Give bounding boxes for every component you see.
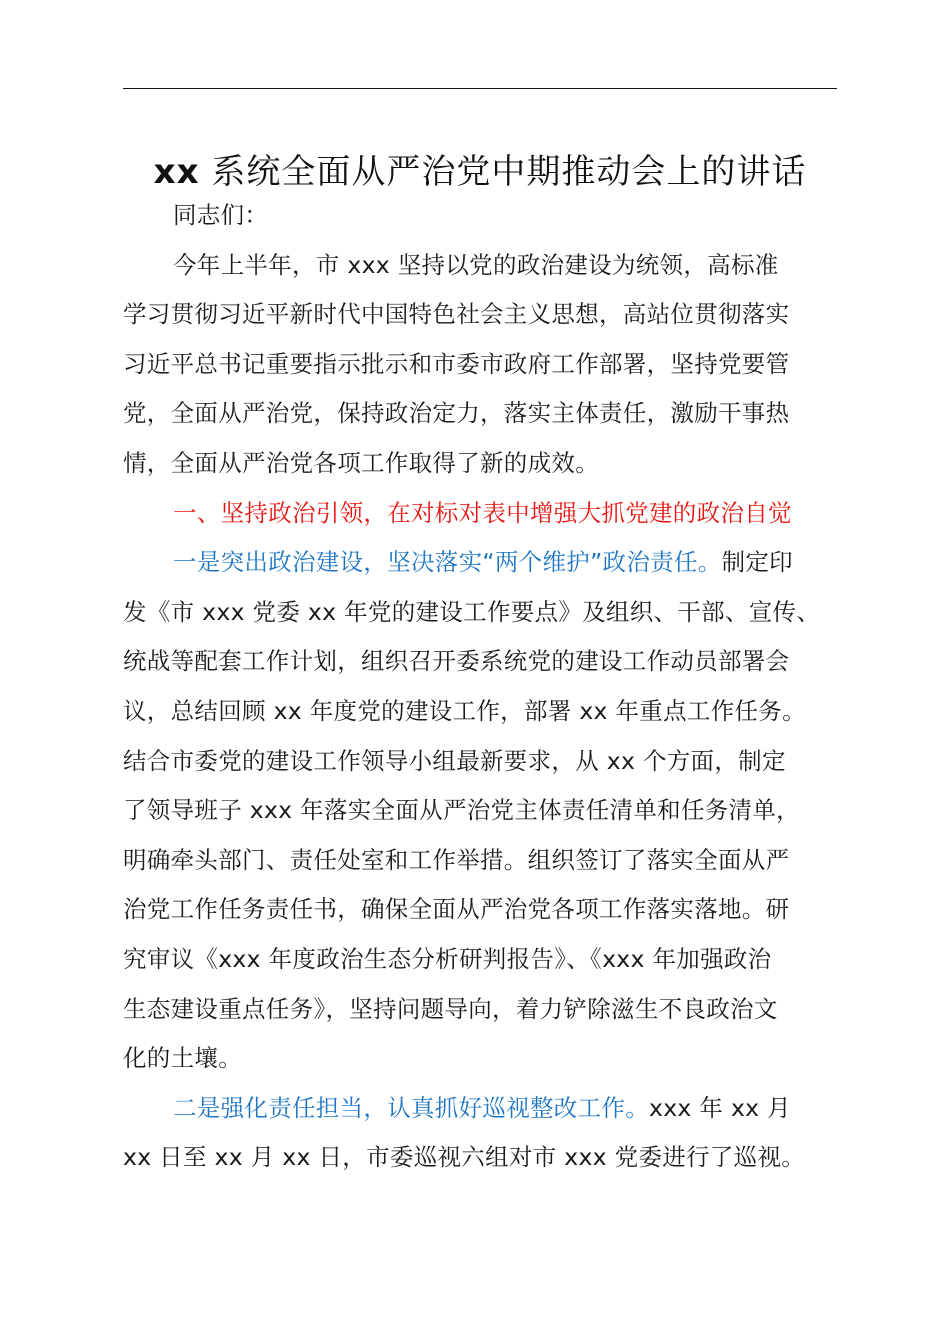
section-heading: 一、坚持政治引领，在对标对表中增强大抓党建的政治自觉 — [173, 498, 792, 527]
point1-line: 议，总结回顾 xx 年度党的建设工作，部署 xx 年重点工作任务。 — [123, 696, 806, 725]
point1-line: 生态建设重点任务》，坚持问题导向，着力铲除滋生不良政治文 — [123, 994, 778, 1023]
point1-line: 统战等配套工作计划，组织召开委系统党的建设工作动员部署会 — [123, 647, 790, 676]
point1-line: 化的土壤。 — [123, 1044, 242, 1073]
point1-line: 治党工作任务责任书，确保全面从严治党各项工作落实落地。研 — [123, 895, 790, 924]
point2-line: xx 日至 xx 月 xx 日，市委巡视六组对市 xxx 党委进行了巡视。 — [123, 1143, 806, 1172]
intro-line: 习近平总书记重要指示批示和市委市政府工作部署，坚持党要管 — [123, 349, 790, 378]
title-prefix: xx — [153, 152, 200, 192]
point1-line: 了领导班子 xxx 年落实全面从严治党主体责任清单和任务清单， — [123, 796, 800, 825]
header-rule — [123, 88, 837, 89]
point2-first-line — [123, 1084, 837, 1134]
point1-line: 发《市 xxx 党委 xx 年党的建设工作要点》及组织、干部、宣传、 — [123, 597, 821, 626]
point2-first-line-rest: xxx 年 xx 月 — [649, 1093, 791, 1122]
document-body — [123, 191, 837, 1183]
point1-line: 明确牵头部门、责任处室和工作举措。组织签订了落实全面从严 — [123, 845, 790, 874]
intro-line: 今年上半年，市 xxx 坚持以党的政治建设为统领，高标准 — [173, 250, 779, 279]
salutation: 同志们： — [173, 201, 269, 229]
point1-heading: 一是突出政治建设，坚决落实“两个维护”政治责任。 — [173, 548, 722, 577]
point1-line: 结合市委党的建设工作领导小组最新要求，从 xx 个方面，制定 — [123, 746, 786, 775]
intro-line: 党，全面从严治党，保持政治定力，落实主体责任，激励干事热 — [123, 399, 790, 428]
point1-first-line — [123, 538, 837, 588]
intro-line: 情，全面从严治党各项工作取得了新的成效。 — [123, 448, 599, 477]
point1-line: 究审议《xxx 年度政治生态分析研判报告》、《xxx 年加强政治 — [123, 944, 772, 973]
intro-line: 学习贯彻习近平新时代中国特色社会主义思想，高站位贯彻落实 — [123, 300, 790, 329]
point1-first-line-rest: 制定印 — [721, 548, 793, 577]
title-main: 系统全面从严治党中期推动会上的讲话 — [211, 152, 807, 192]
document-title — [80, 144, 880, 193]
point2-heading: 二是强化责任担当，认真抓好巡视整改工作。 — [173, 1093, 649, 1122]
